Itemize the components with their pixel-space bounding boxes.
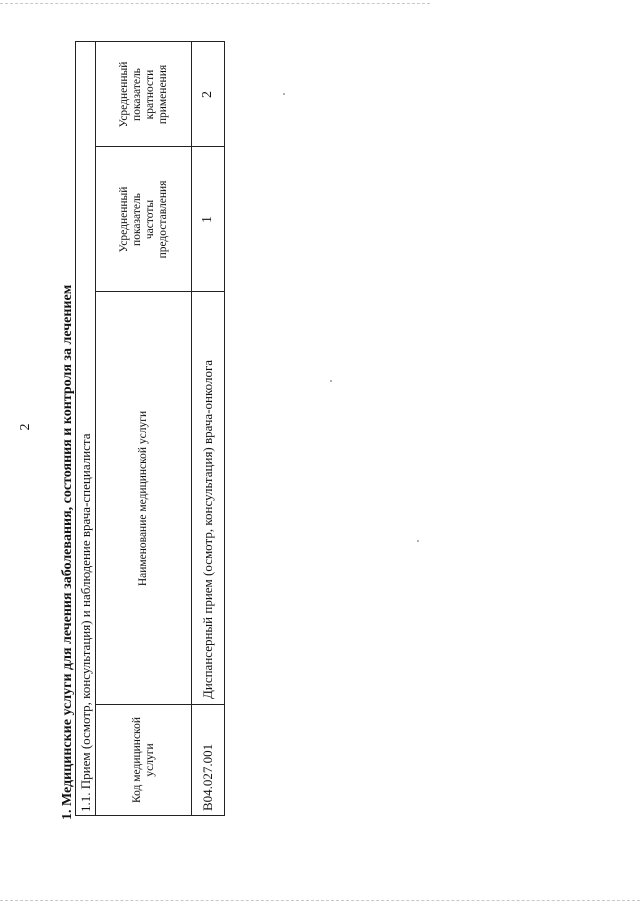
- scan-speck: [330, 380, 332, 382]
- services-table: [75, 41, 225, 816]
- rotated-document: [18, 35, 228, 820]
- scan-edge-bottom: [0, 900, 640, 901]
- header-multiplicity: Усредненный показатель кратности применения: [117, 61, 169, 128]
- subsection-title: 1.1. Прием (осмотр, консультация) и наблюдение врача-специалиста: [76, 42, 96, 815]
- header-code: Код медицинской услуги: [130, 717, 156, 803]
- scan-speck: [283, 93, 285, 95]
- scan-edge-top: [0, 3, 430, 4]
- cell-service-name: Диспансерный прием (осмотр, консультация) врача-онколога: [199, 359, 215, 699]
- cell-frequency: 1: [199, 216, 215, 223]
- page-number: 2: [18, 423, 33, 431]
- header-name: Наименование медицинской услуги: [137, 410, 149, 587]
- scan-speck: [417, 540, 419, 542]
- cell-service-code: B04.027.001: [199, 743, 215, 811]
- cell-multiplicity: 2: [199, 91, 215, 98]
- header-frequency: Усредненный показатель частоты предоставления: [117, 180, 169, 259]
- section-title: 1. Медицинские услуги для лечения заболевания, состояния и контроля за лечением: [60, 284, 75, 820]
